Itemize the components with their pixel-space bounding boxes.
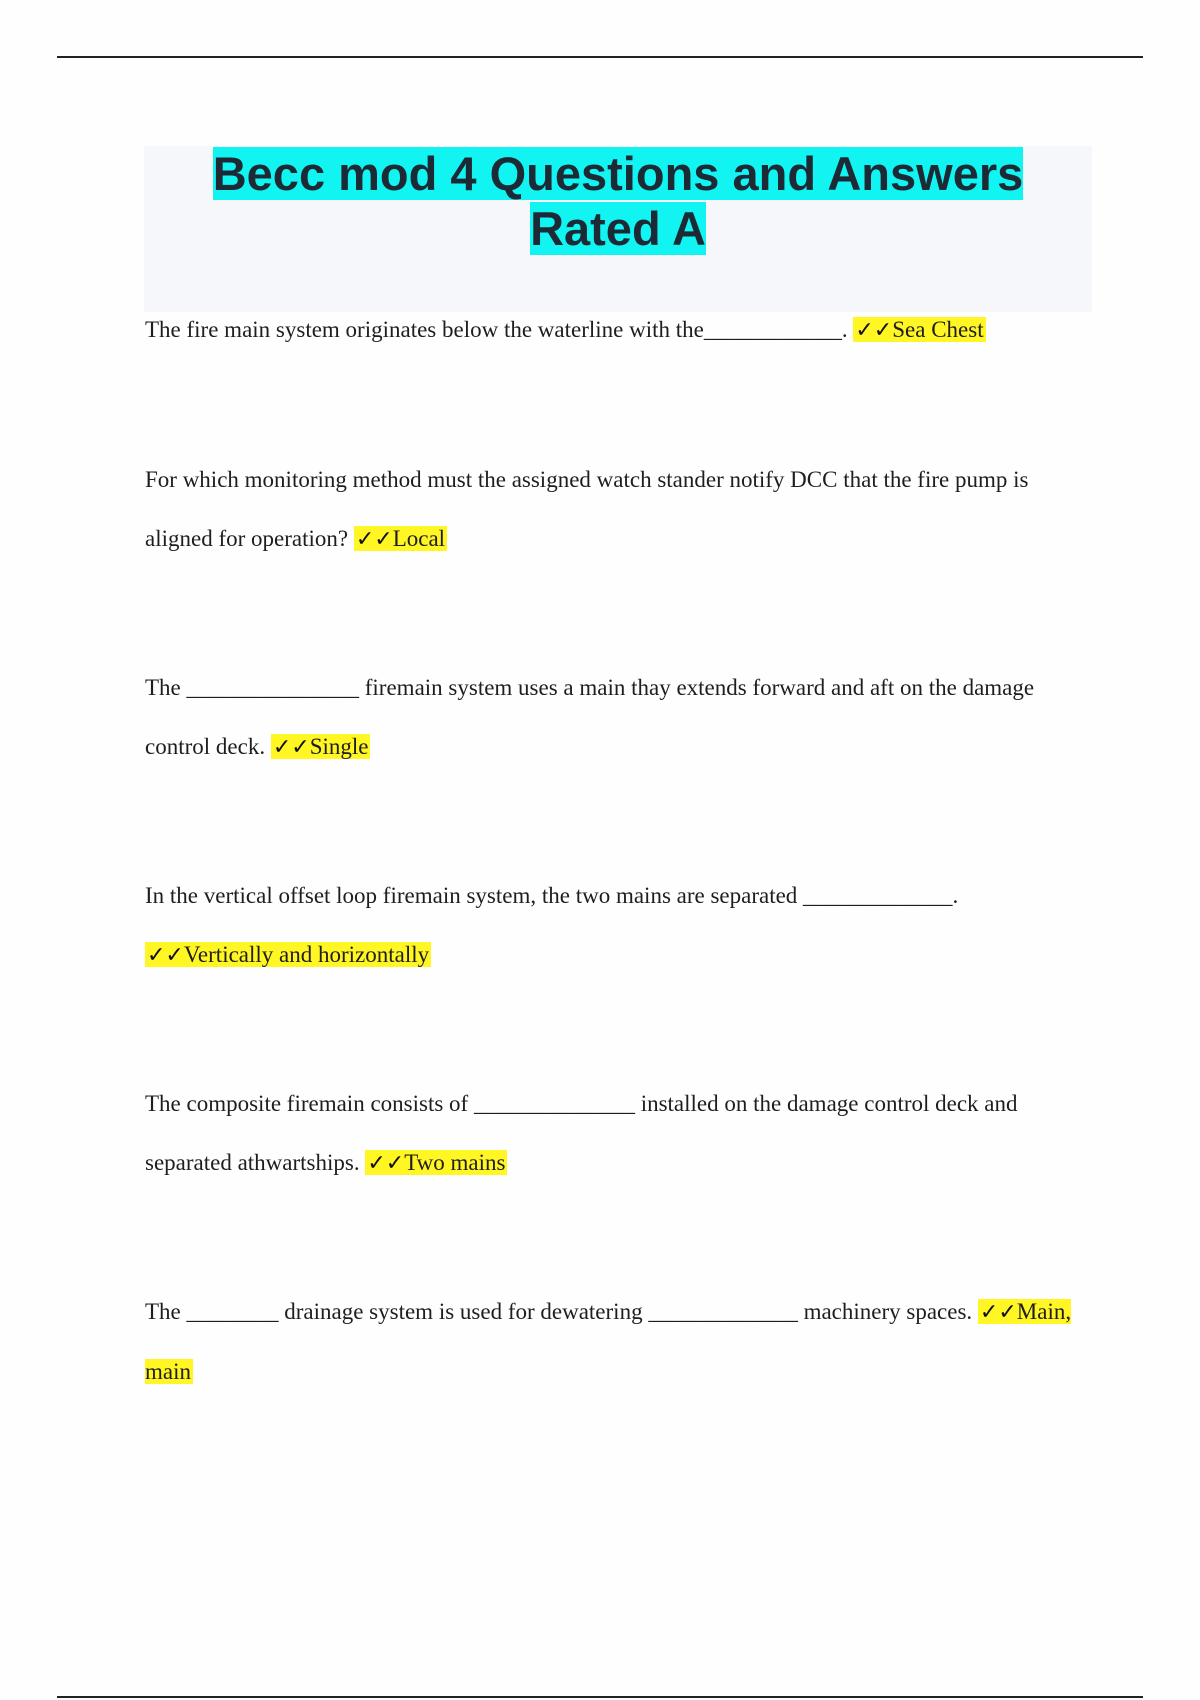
answer-highlight	[271, 734, 371, 759]
question-text: The ________ drainage system is used for dewatering _____________ machinery spaces.	[145, 1299, 978, 1324]
title-block	[144, 146, 1092, 312]
qa-item-1	[145, 300, 1075, 360]
check-icon: ✓✓	[855, 318, 893, 343]
qa-item-4	[145, 866, 1075, 985]
check-icon: ✓✓	[367, 1151, 405, 1176]
answer-highlight	[365, 1150, 507, 1175]
qa-item-6	[145, 1282, 1075, 1401]
title-line-2: Rated A	[530, 202, 706, 255]
check-icon: ✓✓	[272, 735, 310, 760]
header-rule	[57, 56, 1143, 58]
qa-item-2	[145, 450, 1075, 569]
question-text: The fire main system originates below the waterline with the____________.	[145, 317, 854, 342]
answer-text: Single	[309, 734, 369, 759]
answer-highlight	[145, 942, 431, 967]
title-line-1: Becc mod 4 Questions and Answers	[212, 147, 1024, 200]
answer-text: Sea Chest	[892, 317, 984, 342]
check-icon: ✓✓	[147, 943, 184, 968]
question-text: For which monitoring method must the assigned watch stander notify DCC that the fire pump is aligned for operation?	[145, 467, 1029, 551]
answer-text: Local	[392, 526, 446, 551]
question-text: In the vertical offset loop firemain system, the two mains are separated _____________.	[145, 883, 959, 908]
footer-rule	[57, 1696, 1143, 1698]
question-text: The composite firemain consists of ______________ installed on the damage control deck and separated athwartships.	[145, 1091, 1018, 1175]
answer-highlight	[853, 317, 985, 342]
answer-text: Main, main	[145, 1299, 1072, 1384]
document-title	[144, 146, 1092, 256]
qa-item-3	[145, 658, 1075, 777]
qa-item-5	[145, 1074, 1075, 1193]
check-icon: ✓✓	[979, 1300, 1017, 1325]
answer-text: Vertically and horizontally	[183, 942, 430, 967]
answer-text: Two mains	[404, 1150, 506, 1175]
question-text: The _______________ firemain system uses a main thay extends forward and aft on the damage control deck.	[145, 675, 1035, 759]
answer-highlight	[354, 526, 447, 551]
check-icon: ✓✓	[355, 527, 393, 552]
